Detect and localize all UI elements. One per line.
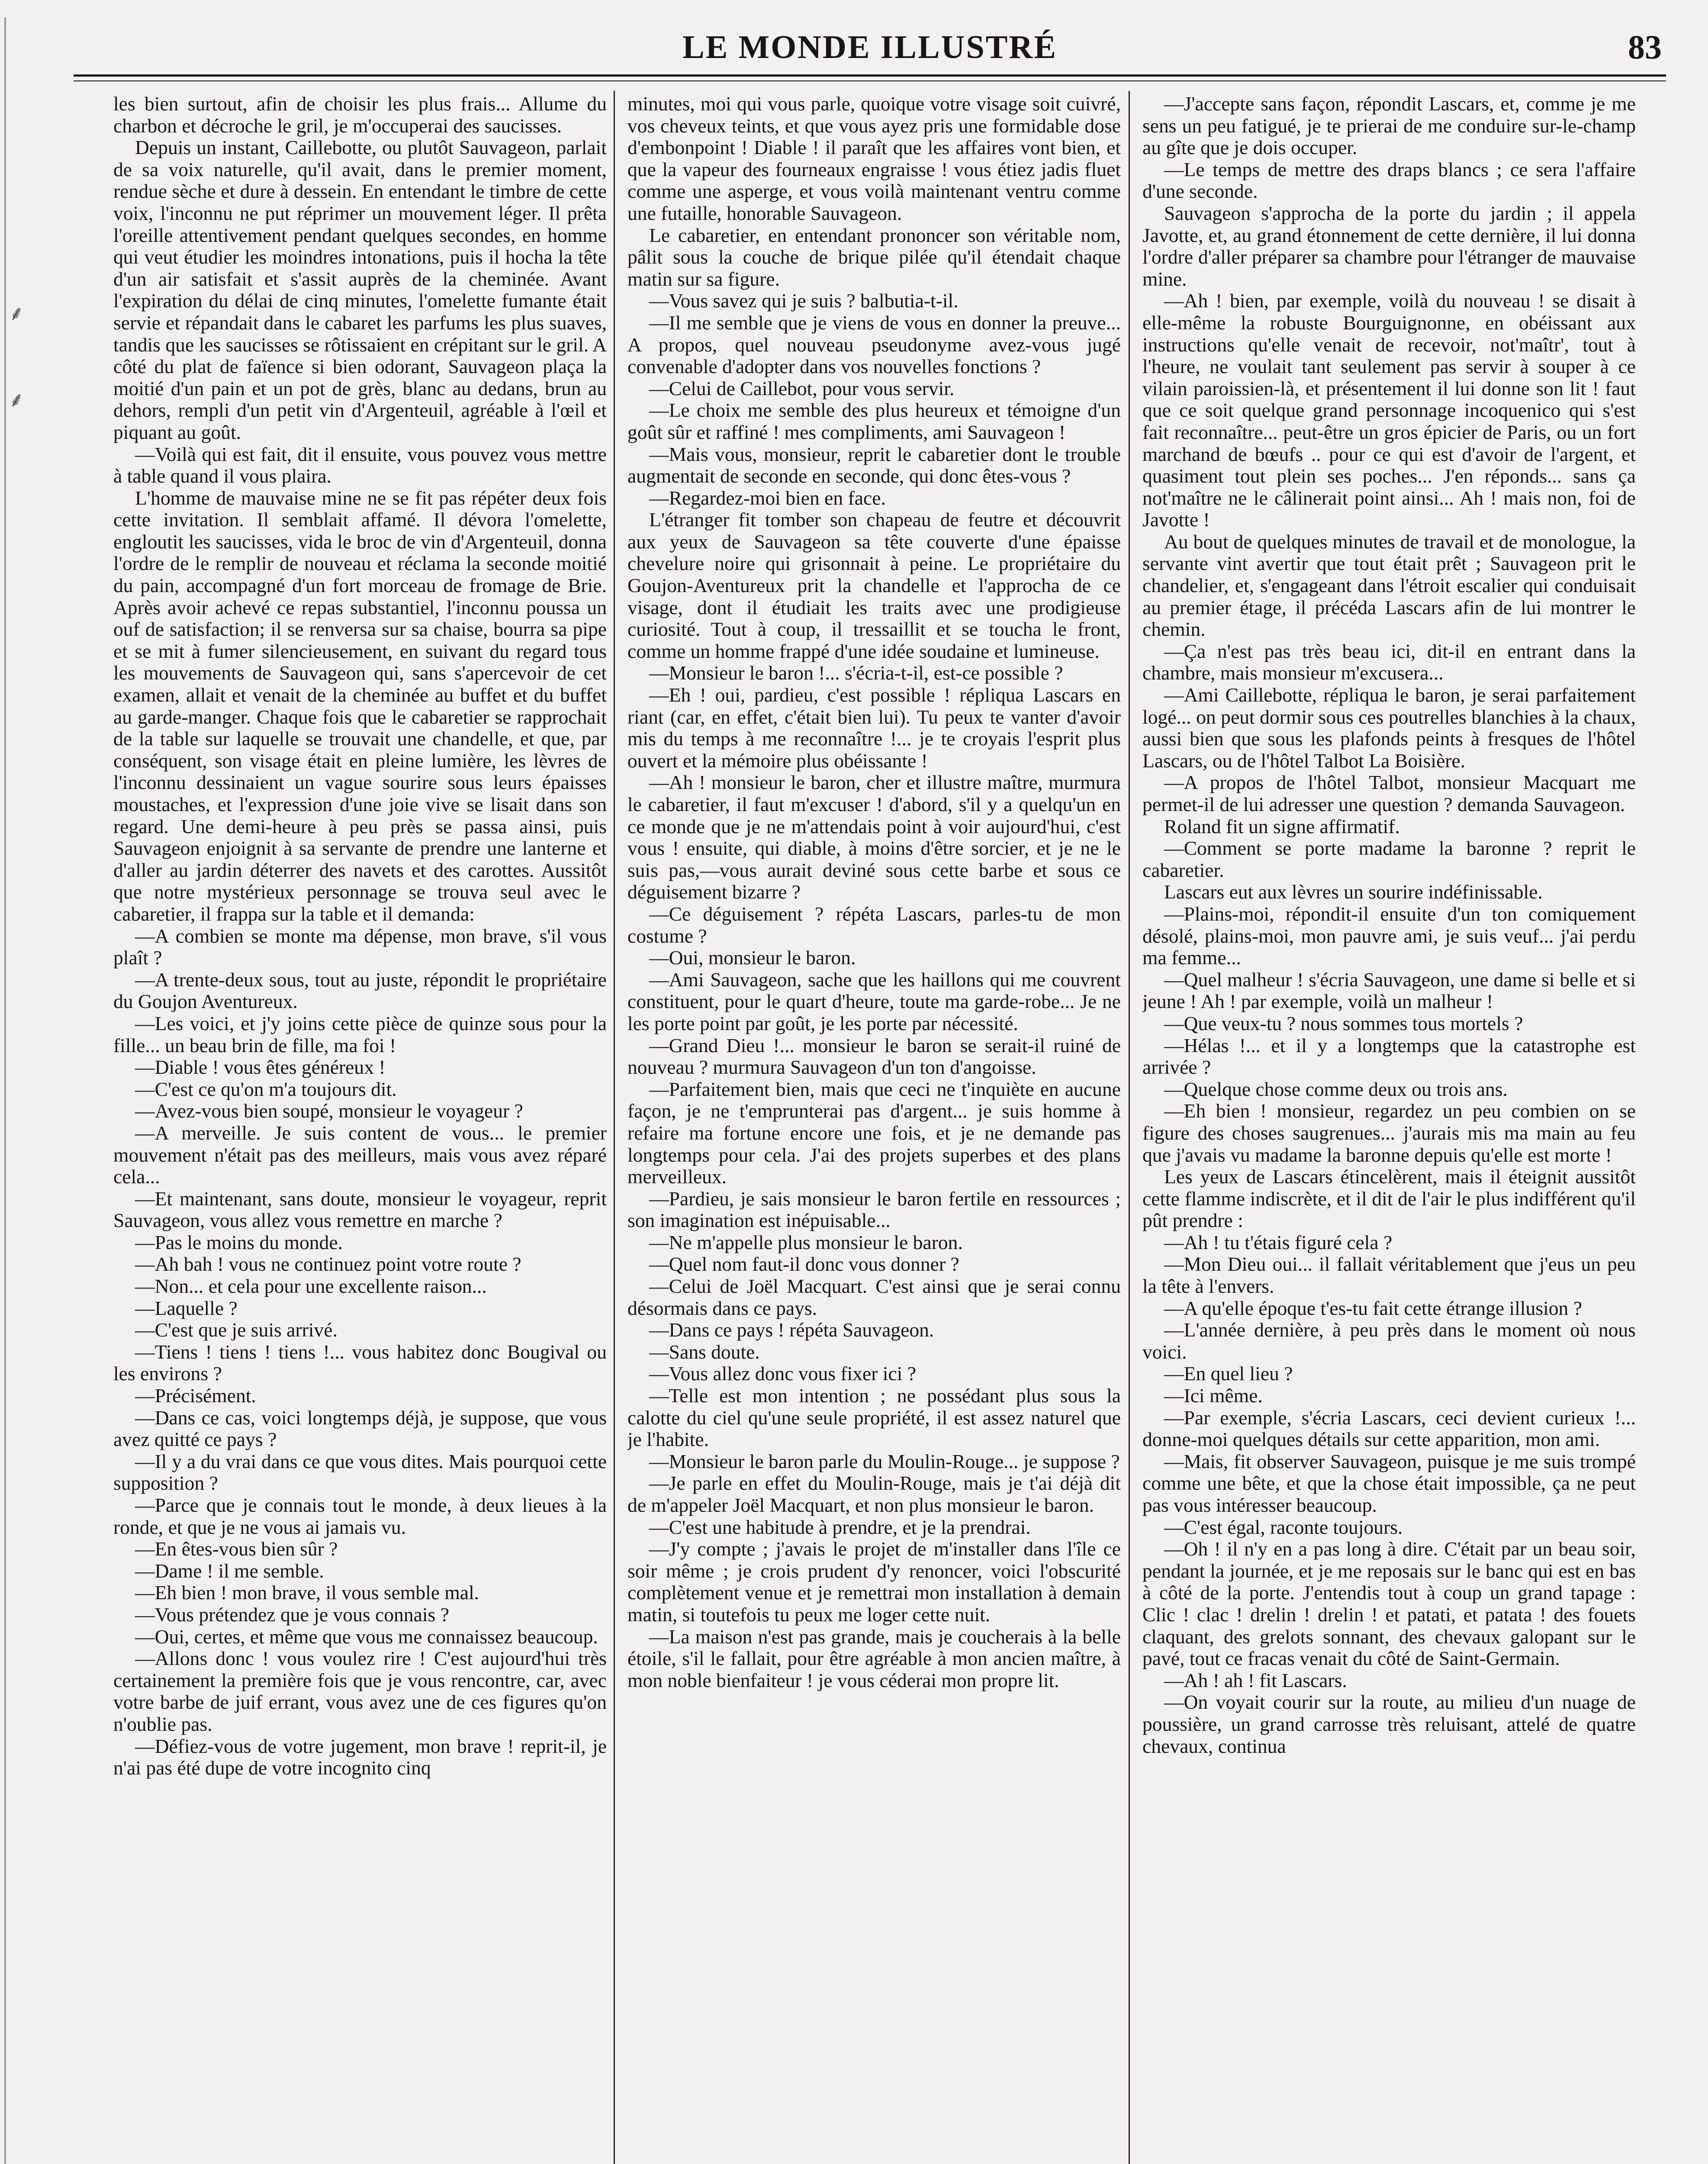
- masthead-title: LE MONDE ILLUSTRÉ: [682, 29, 1058, 65]
- paragraph: —Les voici, et j'y joins cette pièce de quinze sous pour la fille... un beau brin de fille, ma foi !: [113, 1012, 607, 1056]
- paragraph: —Mais, fit observer Sauvageon, puisque je me suis trompé comme une bête, et que la chose était impossible, ça ne peut pas vous intéresser beaucoup.: [1142, 1450, 1636, 1516]
- paragraph: —On voyait courir sur la route, au milieu d'un nuage de poussière, un grand carrosse très reluisant, attelé de quatre chevaux, continua: [1142, 1691, 1636, 1757]
- paragraph: L'étranger fit tomber son chapeau de feutre et découvrit aux yeux de Sauvageon sa tête couverte d'une épaisse chevelure noire qui grisonnait à peine. Le propriétaire du Goujon-Aventureux prit la chandelle et l'approcha de ce visage, dont il étudiait les traits avec une prodigieuse curiosité. Tout à coup, il tressaillit et se toucha le front, comme un homme frappé d'une idée soudaine et lumineuse.: [627, 509, 1121, 662]
- paragraph: —L'année dernière, à peu près dans le moment où nous voici.: [1142, 1319, 1636, 1363]
- paragraph: —Quel malheur ! s'écria Sauvageon, une dame si belle et si jeune ! Ah ! par exemple, voilà un malheur !: [1142, 968, 1636, 1013]
- paragraph: minutes, moi qui vous parle, quoique votre visage soit cuivré, vos cheveux teints, et que vous ayez pris une formidable dose d'embonpoint ! Diable ! il paraît que les affaires vont bien, et que la vapeur des fourneaux engraisse ! vous étiez jadis fluet comme une asperge, et vous voilà maintenant ventru comme une futaille, honorable Sauvageon.: [627, 93, 1121, 224]
- paragraph: —Ne m'appelle plus monsieur le baron.: [649, 1231, 963, 1253]
- paragraph: —A qu'elle époque t'es-tu fait cette étrange illusion ?: [1164, 1297, 1582, 1319]
- paragraph: Lascars eut aux lèvres un sourire indéfinissable.: [1164, 881, 1543, 903]
- paragraph: —Oh ! il n'y en a pas long à dire. C'était par un beau soir, pendant la journée, et je me reposais sur le banc qui est en bas à côté de la porte. J'entendis tout à coup un grand tapage : Clic ! clac ! drelin ! drelin ! et patati, et patata ! des fouets claquant, des grelots sonnant, des chevaux galopant sur le pavé, tout ce fracas venait du côté de Saint-Germain.: [1142, 1538, 1636, 1670]
- paragraph: —Hélas !... et il y a longtemps que la catastrophe est arrivée ?: [1142, 1034, 1636, 1079]
- paragraph: —Sans doute.: [649, 1340, 760, 1363]
- paragraph: —Monsieur le baron !... s'écria-t-il, est-ce possible ?: [649, 662, 1063, 684]
- paragraph: Les yeux de Lascars étincelèrent, mais il éteignit aussitôt cette flamme indiscrète, et il dit de l'air le plus indifférent qu'il pût prendre :: [1142, 1166, 1636, 1232]
- paragraph: —Ah ! monsieur le baron, cher et illustre maître, murmura le cabaretier, il faut m'excuser ! d'abord, s'il y a quelqu'un en ce monde que je ne m'attendais point à voir aujourd'hui, c'est vous ! ensuite, qui diable, à moins d'être sorcier, et je ne le suis pas,—vous aurait deviné sous cette barbe et sous ce déguisement bizarre ?: [627, 771, 1121, 903]
- paragraph: —Laquelle ?: [135, 1297, 238, 1319]
- paragraph: —Mon Dieu oui... il fallait véritablement que j'eus un peu la tête à l'envers.: [1142, 1253, 1636, 1298]
- paragraph: —Dans ce pays ! répéta Sauvageon.: [649, 1319, 934, 1341]
- paragraph: —La maison n'est pas grande, mais je coucherais à la belle étoile, s'il le fallait, pour être agréable à mon ancien maître, à mon noble bienfaiteur ! je vous céderai mon propre lit.: [627, 1625, 1121, 1691]
- paragraph: —Celui de Joël Macquart. C'est ainsi que je serai connu désormais dans ce pays.: [627, 1275, 1121, 1319]
- column-divider: [614, 91, 615, 2164]
- paragraph: —Vous allez donc vous fixer ici ?: [649, 1362, 917, 1385]
- paragraph: —Diable ! vous êtes généreux !: [135, 1056, 386, 1079]
- page-number: 83: [1628, 28, 1662, 66]
- paragraph: —Allons donc ! vous voulez rire ! C'est aujourd'hui très certainement la première fois que je vous rencontre, car, avec votre barbe de juif errant, vous avez une de ces figures qu'on n'oublie pas.: [113, 1647, 607, 1735]
- paragraph: —Parfaitement bien, mais que ceci ne t'inquiète en aucune façon, je ne t'emprunterai pas d'argent... je suis homme à refaire ma fortune encore une fois, et je ne demande pas longtemps pour cela. J'ai des projets superbes et des plans merveilleux.: [627, 1078, 1121, 1188]
- paragraph: —Plains-moi, répondit-il ensuite d'un ton comiquement désolé, plains-moi, mon pauvre ami, je suis veuf... j'ai perdu ma femme...: [1142, 902, 1636, 969]
- paragraph: —A propos de l'hôtel Talbot, monsieur Macquart me permet-il de lui adresser une question ? demanda Sauvageon.: [1142, 771, 1636, 815]
- paragraph: —Dans ce cas, voici longtemps déjà, je suppose, que vous avez quitté ce pays ?: [113, 1406, 607, 1451]
- paragraph: —Ça n'est pas très beau ici, dit-il en entrant dans la chambre, mais monsieur m'excusera...: [1142, 640, 1636, 684]
- paragraph: —En êtes-vous bien sûr ?: [135, 1538, 338, 1560]
- paragraph: —Ah ! bien, par exemple, voilà du nouveau ! se disait à elle-même la robuste Bourguignonne, en obéissant aux instructions qu'elle venait de recevoir, not'maîtr', tout à l'heure, ne voulait tant seulement pas servir à souper à ce vilain paroissien-là, et présentement il lui donne son lit ! faut que ce soit quelque grand personnage incoquenico qui s'est fait reconnaître... peut-être un gros épicier de Paris, ou un fort marchand de bœufs .. pour ce qui est d'avoir de l'argent, et quasiment tout plein ses poches... J'en réponds... sans ça not'maître ne le câlinerait point ainsi... Ah ! mais non, foi de Javotte !: [1142, 290, 1636, 531]
- paragraph: —Vous prétendez que je vous connais ?: [135, 1603, 449, 1626]
- paragraph: —A combien se monte ma dépense, mon brave, s'il vous plaît ?: [113, 924, 607, 969]
- paragraph: —Vous savez qui je suis ? balbutia-t-il.: [649, 290, 959, 312]
- paragraph: —Tiens ! tiens ! tiens !... vous habitez donc Bougival ou les environs ?: [113, 1340, 607, 1385]
- paragraph: —C'est une habitude à prendre, et je la prendrai.: [649, 1516, 1031, 1538]
- paragraph: —Ce déguisement ? répéta Lascars, parles-tu de mon costume ?: [627, 902, 1121, 947]
- paragraph: —Il me semble que je viens de vous en donner la preuve... A propos, quel nouveau pseudonyme avez-vous jugé convenable d'adopter dans vos nouvelles fonctions ?: [627, 311, 1121, 378]
- paragraph: —Ah ! tu t'étais figuré cela ?: [1164, 1231, 1393, 1253]
- paragraph: —Le temps de mettre des draps blancs ; ce sera l'affaire d'une seconde.: [1142, 158, 1636, 203]
- paragraph: —Dame ! il me semble.: [135, 1559, 324, 1582]
- paragraph: —Non... et cela pour une excellente raison...: [135, 1275, 487, 1298]
- paragraph: —Comment se porte madame la baronne ? reprit le cabaretier.: [1142, 837, 1636, 881]
- margin-mark: ⸙: [9, 389, 25, 412]
- paragraph: —C'est que je suis arrivé.: [135, 1319, 338, 1341]
- paragraph: Roland fit un signe affirmatif.: [1164, 815, 1400, 837]
- paragraph: —Monsieur le baron parle du Moulin-Rouge... je suppose ?: [649, 1450, 1120, 1472]
- text-column-3: [1142, 93, 1636, 2164]
- paragraph: —Eh ! oui, pardieu, c'est possible ! répliqua Lascars en riant (car, en effet, c'était bien lui). Tu peux te vanter d'avoir mis du temps à me reconnaître !... je te croyais l'esprit plus ouvert et la mémoire plus obéissante !: [627, 684, 1121, 772]
- paragraph: Le cabaretier, en entendant prononcer son véritable nom, pâlit sous la couche de brique pilée qu'il étendait chaque matin sur sa figure.: [627, 224, 1121, 290]
- paragraph: —Ah bah ! vous ne continuez point votre route ?: [135, 1253, 521, 1275]
- paragraph: —Quelque chose comme deux ou trois ans.: [1164, 1078, 1508, 1100]
- paragraph: —A merveille. Je suis content de vous... le premier mouvement n'était pas des meilleurs, mais vous avez réparé cela...: [113, 1121, 607, 1188]
- paragraph: —Parce que je connais tout le monde, à deux lieues à la ronde, et que je ne vous ai jamais vu.: [113, 1494, 607, 1538]
- paragraph: —Oui, certes, et même que vous me connaissez beaucoup.: [135, 1625, 598, 1648]
- paragraph: —Il y a du vrai dans ce que vous dites. Mais pourquoi cette supposition ?: [113, 1450, 607, 1494]
- paragraph: —Voilà qui est fait, dit il ensuite, vous pouvez vous mettre à table quand il vous plaira.: [113, 443, 607, 487]
- paragraph: —J'y compte ; j'avais le projet de m'installer dans l'île ce soir même ; je crois prudent d'y renoncer, voici l'obscurité complètement venue et je remettrai mon installation à demain matin, si toutefois tu peux me loger cette nuit.: [627, 1538, 1121, 1626]
- text-column-1: [113, 93, 607, 2164]
- paragraph: —Ici même.: [1164, 1385, 1263, 1407]
- paragraph: —Avez-vous bien soupé, monsieur le voyageur ?: [135, 1100, 523, 1122]
- paragraph: —Regardez-moi bien en face.: [649, 486, 886, 509]
- paragraph: —Ami Caillebotte, répliqua le baron, je serai parfaitement logé... on peut dormir sous ces poutrelles blanchies à la chaux, aussi bien que sous les plafonds peints à fresques de l'hôtel Lascars, ou de l'hôtel Talbot La Boisière.: [1142, 684, 1636, 772]
- paragraph: —J'accepte sans façon, répondit Lascars, et, comme je me sens un peu fatigué, je te prierai de me conduire sur-le-champ au gîte que je dois occuper.: [1142, 93, 1636, 159]
- paragraph: —Oui, monsieur le baron.: [649, 947, 856, 969]
- paragraph: —C'est égal, raconte toujours.: [1164, 1516, 1403, 1538]
- header-rule-thick: [74, 74, 1666, 77]
- paragraph: —Eh bien ! monsieur, regardez un peu combien on se figure des choses saugrenues... j'aurais mis ma main au feu que j'avais vu madame la baronne depuis qu'elle est morte !: [1142, 1100, 1636, 1166]
- paragraph: —Défiez-vous de votre jugement, mon brave ! reprit-il, je n'ai pas été dupe de votre incognito cinq: [113, 1735, 607, 1779]
- paragraph: —C'est ce qu'on m'a toujours dit.: [135, 1078, 397, 1100]
- page-edge: [4, 17, 6, 2164]
- page-header: [74, 26, 1666, 74]
- paragraph: Au bout de quelques minutes de travail et de monologue, la servante vint avertir que tout était prêt ; Sauvageon prit le chandelier, et, s'engageant dans l'étroit escalier qui conduisait au premier étage, il précéda Lascars afin de lui montrer le chemin.: [1142, 530, 1636, 641]
- paragraph: —Précisément.: [135, 1385, 256, 1407]
- paragraph: L'homme de mauvaise mine ne se fit pas répéter deux fois cette invitation. Il semblait affamé. Il dévora l'omelette, engloutit les saucisses, vida le broc de vin d'Argenteuil, donna l'ordre de le remplir de nouveau et réclama la seconde moitié du pain, accompagné d'un fort morceau de fromage de Brie. Après avoir achevé ce repas substantiel, l'inconnu poussa un ouf de satisfaction; il se renversa sur sa chaise, bourra sa pipe et se mit à fumer silencieusement, en suivant du regard tous les mouvements de Sauvageon qui, sans s'apercevoir de cet examen, allait et venait de la cheminée au buffet et du buffet au garde-manger. Chaque fois que le cabaretier se rapprochait de la table sur laquelle se trouvait une chandelle, et que, par conséquent, son visage était en pleine lumière, les lèvres de l'inconnu dessinaient un vague sourire sous leurs épaisses moustaches, et l'expression d'une joie vive se lisait dans son regard. Une demi-heure à peu près se passa ainsi, puis Sauvageon enjoignit à sa servante de prendre une lanterne et d'aller au jardin déterrer des navets et des carottes. Aussitôt que notre mystérieux personnage se trouva seul avec le cabaretier, il frappa sur la table et il demanda:: [113, 486, 607, 925]
- paragraph: —Pardieu, je sais monsieur le baron fertile en ressources ; son imagination est inépuisable...: [627, 1187, 1121, 1232]
- paragraph: —Pas le moins du monde.: [135, 1231, 343, 1253]
- paragraph: les bien surtout, afin de choisir les plus frais... Allume du charbon et décroche le gril, je m'occuperai des saucisses.: [113, 93, 607, 137]
- paragraph: —Eh bien ! mon brave, il vous semble mal.: [135, 1581, 479, 1604]
- column-divider: [1129, 91, 1130, 2164]
- paragraph: —Et maintenant, sans doute, monsieur le voyageur, reprit Sauvageon, vous allez vous remettre en marche ?: [113, 1187, 607, 1232]
- paragraph: —Celui de Caillebot, pour vous servir.: [649, 377, 955, 399]
- paragraph: —Le choix me semble des plus heureux et témoigne d'un goût sûr et raffiné ! mes compliments, ami Sauvageon !: [627, 399, 1121, 443]
- paragraph: —Quel nom faut-il donc vous donner ?: [649, 1253, 959, 1275]
- margin-mark: ⸙: [9, 302, 25, 325]
- paragraph: —Par exemple, s'écria Lascars, ceci devient curieux !... donne-moi quelques détails sur cette apparition, mon ami.: [1142, 1406, 1636, 1451]
- paragraph: —Telle est mon intention ; ne possédant plus sous la calotte du ciel qu'une seule propriété, il est assez naturel que je l'habite.: [627, 1385, 1121, 1451]
- paragraph: Depuis un instant, Caillebotte, ou plutôt Sauvageon, parlait de sa voix naturelle, qu'il avait, dans le premier moment, rendue sèche et dure à dessein. En entendant le timbre de cette voix, l'inconnu ne put réprimer un mouvement léger. Il prêta l'oreille attentivement pendant quelques secondes, en homme qui veut étudier les moindres intonations, puis il hocha la tête d'un air satisfait et s'assit auprès de la cheminée. Avant l'expiration du délai de cinq minutes, l'omelette fumante était servie et répandait dans le cabaret les parfums les plus suaves, tandis que les saucisses se rôtissaient en crépitant sur le gril. A côté du plat de faïence si bien odorant, Sauvageon plaça la moitié d'un pain et un pot de grès, blanc au dedans, brun au dehors, rempli d'un petit vin d'Argenteuil, agréable à l'œil et piquant au goût.: [113, 136, 607, 443]
- paragraph: —Je parle en effet du Moulin-Rouge, mais je t'ai déjà dit de m'appeler Joël Macquart, et non plus monsieur le baron.: [627, 1472, 1121, 1516]
- paragraph: —Mais vous, monsieur, reprit le cabaretier dont le trouble augmentait de seconde en seconde, qui donc êtes-vous ?: [627, 443, 1121, 487]
- paragraph: —Grand Dieu !... monsieur le baron se serait-il ruiné de nouveau ? murmura Sauvageon d'un ton d'angoisse.: [627, 1034, 1121, 1079]
- paragraph: —Ami Sauvageon, sache que les haillons qui me couvrent constituent, pour le quart d'heure, toute ma garde-robe... Je ne les porte point par goût, je les porte par nécessité.: [627, 968, 1121, 1034]
- paragraph: —A trente-deux sous, tout au juste, répondit le propriétaire du Goujon Aventureux.: [113, 968, 607, 1013]
- paragraph: —Ah ! ah ! fit Lascars.: [1164, 1669, 1347, 1691]
- paragraph: —Que veux-tu ? nous sommes tous mortels ?: [1164, 1012, 1523, 1034]
- paragraph: —En quel lieu ?: [1164, 1362, 1293, 1385]
- paragraph: Sauvageon s'approcha de la porte du jardin ; il appela Javotte, et, au grand étonnement de cette dernière, il lui donna l'ordre d'aller préparer sa chambre pour l'étranger de mauvaise mine.: [1142, 202, 1636, 290]
- text-column-2: [627, 93, 1121, 2164]
